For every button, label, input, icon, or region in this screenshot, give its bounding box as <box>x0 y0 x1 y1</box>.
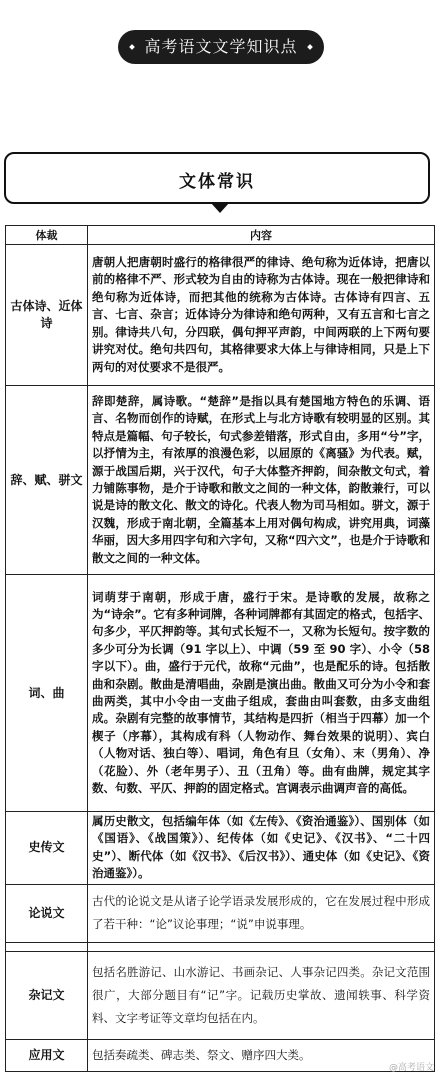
section-banner <box>4 152 430 204</box>
page-title-pill <box>118 30 324 64</box>
content-cell: 古代的论说文是从诸子论学语录发展形成的，它在发展过程中形成了若干种：“论”议论事理；“说”申说事理。 <box>88 884 435 942</box>
content-cell: 辞即楚辞，属诗歌。“楚辞”是指以具有楚国地方特色的乐调、语言、名物而创作的诗赋，在形式上与北方诗歌有较明显的区别。其特点是篇幅、句子较长，句式参差错落，形式自由，多用“兮”字，以抒情为主，有浓厚的浪漫色彩，以屈原的《离骚》为代表。赋，源于战国后期，兴于汉代，句子大体整齐押韵，间杂散文句式，着力铺陈事物，是介于诗歌和散文之间的一种文体，韵散兼行，可以说是诗的散文化、散文的诗化。代表人物为司马相如。骈文，源于汉魏，形成于南北朝，全篇基本上用对偶句构成，讲究用典，词藻华丽，因大多用四字句和六字句，又称“四六文”，也是介于诗歌和散文之间的一种文体。 <box>88 386 435 575</box>
content-cell: 包括名胜游记、山水游记、书画杂记、人事杂记四类。杂记文范围很广，大部分题目有“记”字。记载历史掌故、遗闻轶事、科学资料、文字考证等文章均包括在内。 <box>88 951 435 1039</box>
genre-cell: 辞、赋、骈文 <box>6 386 88 575</box>
content-cell: 包括奏疏类、碑志类、祭文、赠序四大类。 <box>88 1039 435 1071</box>
table-row <box>6 575 435 812</box>
genre-cell: 论说文 <box>6 884 88 942</box>
diamond-bullet-icon <box>129 44 135 50</box>
genre-cell: 词、曲 <box>6 575 88 812</box>
genre-cell: 应用文 <box>6 1039 88 1071</box>
genre-cell: 古体诗、近体诗 <box>6 245 88 386</box>
genre-cell: 史传文 <box>6 812 88 885</box>
table-row <box>6 884 435 942</box>
column-header-content: 内容 <box>88 226 435 245</box>
table-row <box>6 245 435 386</box>
content-cell: 词萌芽于南朝，形成于唐，盛行于宋。是诗歌的发展，故称之为“诗余”。它有多种词牌，各种词牌都有其固定的格式，包括字、句多少，平仄押韵等。其句式长短不一，又称为长短句。按字数的多少可分为长调（91 字以上）、中调（59 至 90 字）、小令（58 字以下）。曲，盛行于元代，故称“元曲”，也是配乐的诗。包括散曲和杂剧。散曲是清唱曲，杂剧是演出曲。散曲又可分为小令和套曲两类，其中小令由一支曲子组成，套曲由叫套数，由多支曲组成。杂剧有完整的故事情节，其结构是四折（相当于四幕）加一个楔子（序幕），其构成有科（人物动作、舞台效果的说明）、宾白（人物对话、独白等）、唱词，角色有旦（女角）、末（男角）、净（花脸）、外（老年男子）、丑（丑角）等。曲有曲牌，规定其字数、句数、平仄、押韵的固定格式。宫调表示曲调声音的高低。 <box>88 575 435 812</box>
table-row <box>6 951 435 1039</box>
diamond-bullet-icon <box>307 44 313 50</box>
genre-cell: 杂记文 <box>6 951 88 1039</box>
table-gap <box>6 942 435 951</box>
page-title: 高考语文文学知识点 <box>144 37 298 56</box>
table-header-row <box>6 226 435 245</box>
table-row <box>6 386 435 575</box>
banner-pointer-icon <box>211 203 229 213</box>
column-header-genre: 体裁 <box>6 226 88 245</box>
watermark: @高考语文 <box>388 1063 434 1073</box>
content-cell: 唐朝人把唐朝时盛行的格律很严的律诗、绝句称为近体诗，把唐以前的格律不严、形式较为自由的诗称为古体诗。现在一般把律诗和绝句称为近体诗，而把其他的统称为古体诗。古体诗有四言、五言、七言、杂言；近体诗分为律诗和绝句两种，又有五言和七言之别。律诗共八句，分四联，偶句押平声韵，中间两联的上下两句要讲究对仗。绝句共四句，其格律要求大体上与律诗相同，只是上下两句的对仗要求不是很严。 <box>88 245 435 386</box>
table-row <box>6 1039 435 1071</box>
table-row <box>6 812 435 885</box>
genre-table <box>5 225 435 1072</box>
content-cell: 属历史散文，包括编年体（如《左传》、《资治通鉴》）、国别体（如《国语》、《战国策》）、纪传体（如《史记》、《汉书》、“二十四史”）、断代体（如《汉书》、《后汉书》）、通史体（如《史记》、《资治通鉴》）。 <box>88 812 435 885</box>
section-title: 文体常识 <box>179 172 255 192</box>
